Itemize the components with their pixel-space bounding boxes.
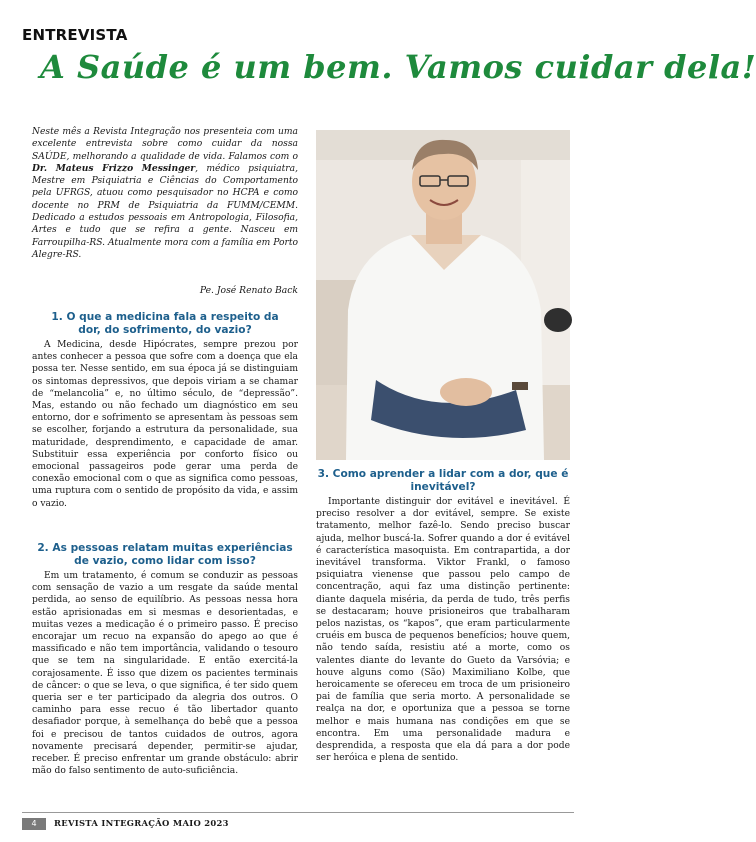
footer-publication: REVISTA INTEGRAÇÃO MAIO 2023 [54, 818, 229, 828]
question-2: 2. As pessoas relatam muitas experiências de vazio, como lidar com isso? [37, 542, 293, 567]
interviewee-name: Dr. Mateus Frizzo Messinger [32, 162, 196, 174]
portrait-illustration [316, 130, 570, 460]
section-label: ENTREVISTA [22, 26, 128, 44]
author-signature: Pe. José Renato Back [199, 285, 298, 296]
question-3: 3. Como aprender a lidar com a dor, que é inevitável? [317, 468, 569, 493]
article-headline: A Saúde é um bem. Vamos cuidar dela! [40, 48, 756, 86]
question-1: 1. O que a medicina fala a respeito da dor, do sofrimento, do vazio? [51, 311, 279, 336]
interviewee-photo [316, 130, 570, 460]
intro-lead: Neste mês a Revista Integração nos presenteia com uma excelente entrevista sobre como cuidar da nossa SAÚDE, melhorando a qualidade de vida. Falamos com o [32, 127, 298, 162]
intro-paragraph [32, 126, 298, 261]
page-number: 4 [22, 818, 46, 830]
answer-3: Importante distinguir dor evitável e inevitável. É preciso resolver a dor evitável, sempre. Se existe tratamento, melhor fazê-lo. Sendo preciso buscar ajuda, melhor buscá-la. Sofrer quando a dor é evitável é característica masoquista. Em contrapartida, a dor inevitável transforma. Viktor Frankl, o famoso psiquiatra vienense que passou pelo campo de concentração, aqui faz uma distinção pertinente: diante daquela miséria, da perda de tudo, três perfis se destacaram; houve prisioneiros que trabalharam pelos nazistas, os “kapos”, que eram particularmente cruéis em busca de pequenos benefícios; houve quem, não tendo saída, resistiu até a morte, como os valentes diante do levante do Gueto da Varsóvia; e houve alguns como (São) Maximiliano Kolbe, que heroicamente se ofereceu em troca de um prisioneiro pai de família que seria morto. A personalidade se realça na dor, e oportuniza que a pessoa se torne melhor e mais humana nas condições em que se encontra. Em uma personalidade madura e desprendida, a resposta que ela dá para a dor pode ser heróica e plena de sentido. [316, 497, 570, 764]
answer-2: Em um tratamento, é comum se conduzir as pessoas com sensação de vazio a um resgate da saúde mental perdida, ao senso de equilíbrio. As pessoas nessa hora estão aprisionadas em si mesmas e desorientadas, e muitas vezes a medicação é o primeiro passo. É preciso encorajar um recuo na expansão do apego ao que é massificado e não tem importância, validando o tesouro que se tem na singularidade. E então exercitá-la corajosamente. É isso que dizem os pacientes terminais de câncer: o que se leva, o que significa, é ter sido quem queria ser e ter participado da alegria dos outros. O caminho para esse recuo é tão libertador quanto desafiador porque, à semelhança do bebê que a pessoa foi e precisou de tantos cuidados de outros, agora novamente precisará depender, permitir-se ajudar, receber. É preciso enfrentar um grande obstáculo: abrir mão do falso sentimento de auto-suficiência. [32, 571, 298, 777]
answer-1: A Medicina, desde Hipócrates, sempre prezou por antes conhecer a pessoa que sofre com a doença que ela possa ter. Nesse sentido, em sua época já se distinguiam os sintomas depressivos, que depois viriam a se chamar de “melancolia” e, no último século, de “depressão”. Mas, estando ou não fechado um diagnóstico em seu entorno, dor e sofrimento se apresentam às pessoas sem se escolher, forjando a estrutura da personalidade, sua maturidade, desprendimento, e capacidade de amar. Substituir essa experiência por conforto físico ou emocional passageiros pode gerar uma perda de conexão emocional com o que as significa como pessoas, uma ruptura com o sentido de propósito da vida, e assim o vazio. [32, 340, 298, 509]
footer-rule [22, 812, 574, 813]
intro-rest: , médico psiquiatra, Mestre em Psiquiatria e Ciências do Comportamento pela UFRGS, atuou como pesquisador no HCPA e como docente no PRM de Psiquiatria da FUMM/CEMM. Dedicado a estudos pessoais em Antropologia, Filosofia, Artes e tudo que se refira a gente. Nasceu em Farroupilha-RS. Atualmente mora com a família em Porto Alegre-RS. [32, 163, 298, 260]
